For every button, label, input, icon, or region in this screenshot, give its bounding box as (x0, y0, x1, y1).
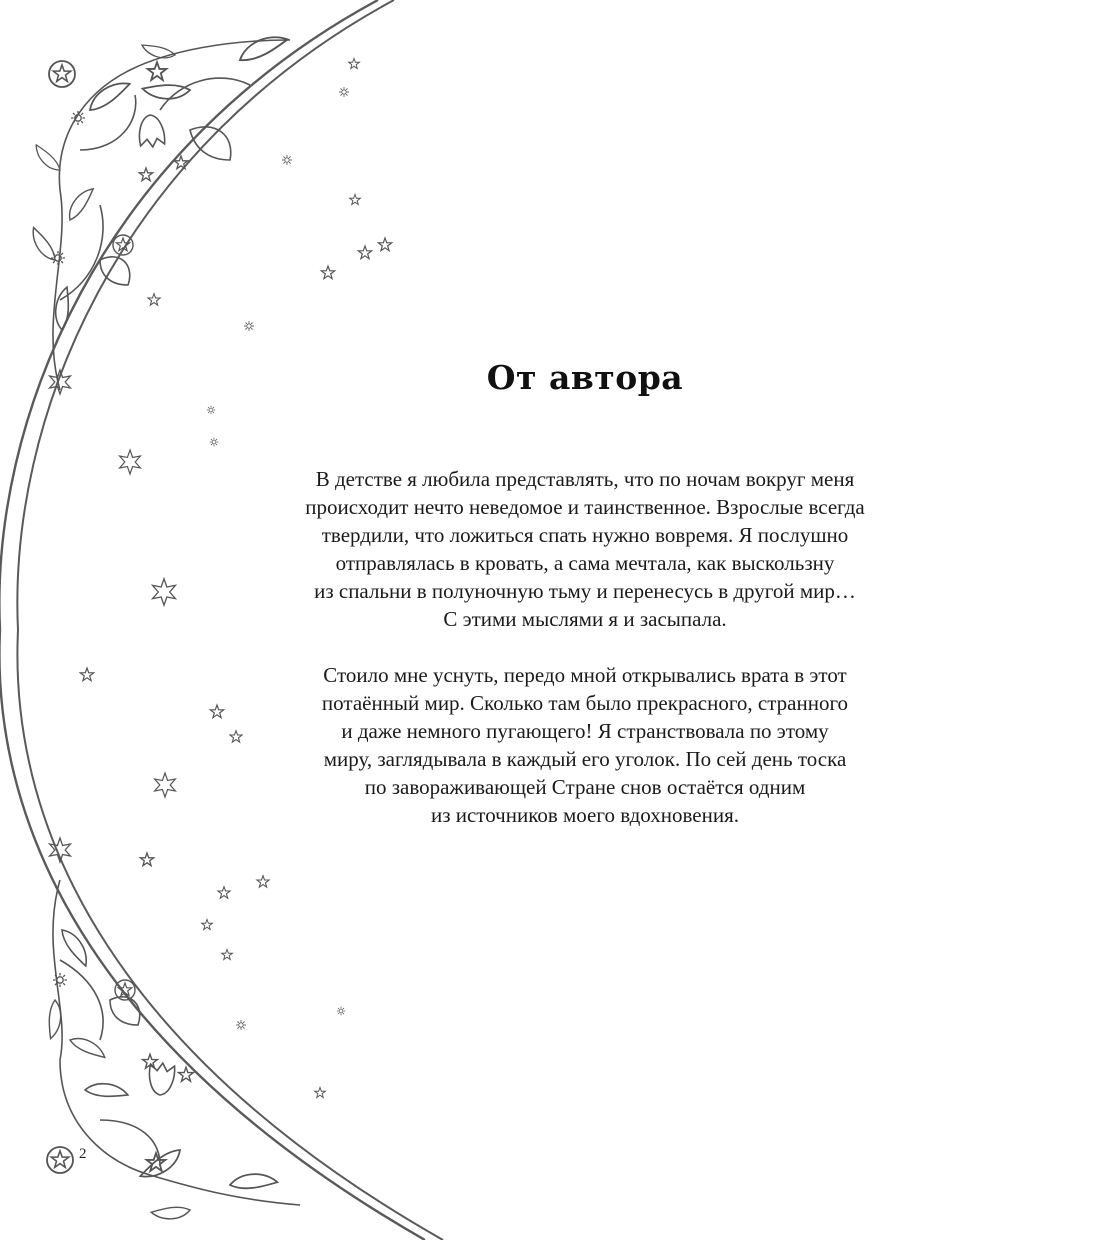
star-icon (358, 246, 371, 259)
star-icon (282, 155, 292, 165)
text-line: из спальни в полуночную тьму и перенесусь в другой мир… (314, 579, 856, 603)
star-icon (349, 58, 360, 68)
star-icon (218, 887, 230, 898)
star-icon (80, 668, 93, 681)
text-line: твердили, что ложиться спать нужно вовремя. Я послушно (321, 523, 849, 547)
text-line: В детстве я любила представлять, что по ночам вокруг меня (315, 467, 855, 491)
star-icon (350, 194, 361, 204)
star-icon (207, 406, 215, 414)
text-line: потаённый мир. Сколько там было прекрасного, странного (321, 691, 849, 715)
star-icon (222, 949, 233, 959)
star-icon (155, 773, 176, 797)
star-icon (244, 321, 254, 331)
star-icon (210, 705, 223, 718)
star-icon (236, 1020, 246, 1030)
star-icon (315, 1087, 326, 1097)
star-icon (257, 876, 269, 887)
text-line: отправлялась в кровать, а сама мечтала, как выскользну (335, 551, 835, 575)
page-number: 2 (79, 1146, 87, 1162)
paragraph-2 (240, 661, 930, 829)
star-icon (148, 294, 160, 305)
page-title: От автора (486, 358, 684, 397)
text-line: С этими мыслями я и засыпала. (443, 607, 727, 631)
star-icon (378, 238, 391, 251)
star-icon (337, 1007, 345, 1015)
star-icon (153, 579, 176, 605)
text-line: по завораживающей Стране снов остаётся одним (364, 775, 806, 799)
star-icon (202, 919, 213, 929)
star-icon (339, 87, 349, 97)
star-icon (321, 266, 334, 279)
text-line: миру, заглядывала в каждый его уголок. По сей день тоска (323, 747, 847, 771)
text-line: Стоило мне уснуть, передо мной открывались врата в этот (323, 663, 847, 687)
text-line: и даже немного пугающего! Я странствовала по этому (341, 719, 829, 743)
floral-ornament-top (30, 35, 290, 390)
ornament-stars-bottom (47, 838, 193, 1173)
paragraph-1 (240, 465, 930, 633)
text-line: происходит нечто неведомое и таинственное. Взрослые всегда (305, 495, 865, 519)
text-line: из источников моего вдохновения. (430, 803, 740, 827)
star-icon (210, 438, 218, 446)
star-icon (120, 450, 141, 474)
ornament-stars-top (49, 61, 188, 394)
